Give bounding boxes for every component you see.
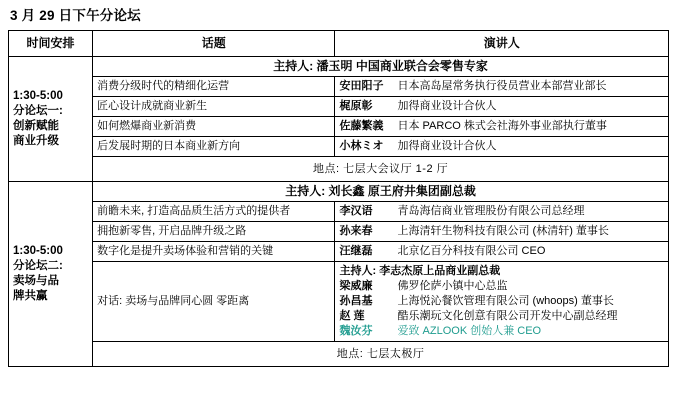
table-header	[9, 31, 669, 57]
time-line: 1:30-5:00	[13, 245, 63, 257]
time-line: 1:30-5:00	[13, 90, 63, 102]
table-row	[9, 182, 669, 202]
table-row	[9, 202, 669, 222]
agenda-table	[8, 30, 669, 367]
speaker-cell	[335, 137, 669, 157]
speaker-cell	[335, 97, 669, 117]
venue-cell-session-2: 地点: 七层太极厅	[93, 342, 669, 367]
table-row	[9, 342, 669, 367]
topic-cell: 消费分级时代的精细化运营	[93, 77, 335, 97]
page-title: 3 月 29 日下午分论坛	[10, 8, 141, 23]
table-row	[9, 57, 669, 77]
panelist-org: 原上品商业副总裁	[412, 265, 501, 277]
time-line: 分论坛二:	[13, 260, 63, 272]
topic-cell: 前瞻未来, 打造高品质生活方式的提供者	[93, 202, 335, 222]
topic-cell: 匠心设计成就商业新生	[93, 97, 335, 117]
topic-cell: 后发展时期的日本商业新方向	[93, 137, 335, 157]
panelist-row	[339, 309, 664, 324]
table-row	[9, 77, 669, 97]
time-line: 商业升级	[13, 135, 59, 147]
speaker-org: 上海清轩生物科技有限公司 (林清轩) 董事长	[397, 225, 609, 237]
column-header-topic: 话题	[93, 31, 335, 57]
dialog-topic-cell: 对话: 卖场与品牌同心圆 零距离	[93, 262, 335, 342]
time-line: 创新赋能	[13, 120, 59, 132]
speaker-org: 青岛海信商业管理股份有限公司总经理	[397, 205, 585, 217]
topic-cell: 拥抱新零售, 开启品牌升级之路	[93, 222, 335, 242]
speaker-cell	[335, 242, 669, 262]
table-row	[9, 137, 669, 157]
speaker-name: 安田阳子	[339, 80, 384, 92]
speaker-org: 北京亿百分科技有限公司 CEO	[397, 245, 546, 257]
venue-cell-session-1: 地点: 七层大会议厅 1-2 厅	[93, 157, 669, 182]
speaker-org: 日本 PARCO 株式会社海外事业部执行董事	[397, 120, 607, 132]
speaker-org: 日本高岛屋常务执行役员营业本部营业部长	[397, 80, 607, 92]
panelist-name: 赵 莲	[339, 310, 365, 322]
table-row	[9, 117, 669, 137]
table-header-row	[9, 31, 669, 57]
table-row	[9, 222, 669, 242]
table-row	[9, 262, 669, 342]
time-cell-session-1	[9, 57, 93, 182]
dialog-panelists-cell	[335, 262, 669, 342]
speaker-cell	[335, 222, 669, 242]
table-row	[9, 157, 669, 182]
speaker-cell	[335, 77, 669, 97]
panelist-org: 上海悦沁餐饮管理有限公司 (whoops) 董事长	[397, 295, 614, 307]
time-line: 牌共赢	[13, 290, 48, 302]
topic-cell: 数字化是提升卖场体验和营销的关键	[93, 242, 335, 262]
panelist-row	[339, 279, 664, 294]
time-cell-session-2	[9, 182, 93, 367]
speaker-name: 李汉语	[339, 205, 373, 217]
table-body	[9, 57, 669, 367]
panelist-org: 爱致 AZLOOK 创始人兼 CEO	[397, 325, 542, 337]
panelist-row-highlighted	[339, 324, 664, 339]
speaker-org: 加得商业设计合伙人	[397, 140, 497, 152]
speaker-name: 汪继磊	[339, 245, 373, 257]
speaker-cell	[335, 202, 669, 222]
session-host-2: 主持人: 刘长鑫 原王府井集团副总裁	[93, 182, 669, 202]
panelist-name: 孙昌基	[339, 295, 373, 307]
speaker-name: 梶原彰	[339, 100, 373, 112]
panelist-org: 酷乐潮玩文化创意有限公司开发中心副总经理	[397, 310, 618, 322]
table-row	[9, 97, 669, 117]
speaker-name: 小林ミオ	[339, 140, 384, 152]
column-header-time: 时间安排	[9, 31, 93, 57]
panelist-name: 魏汝芬	[339, 325, 373, 337]
topic-cell: 如何燃爆商业新消费	[93, 117, 335, 137]
speaker-name: 孙来春	[339, 225, 373, 237]
panelist-row	[339, 264, 664, 279]
panelist-org: 佛罗伦萨小镇中心总监	[397, 280, 508, 292]
table-row	[9, 242, 669, 262]
panelist-name: 梁威廉	[339, 280, 373, 292]
session-host-1: 主持人: 潘玉明 中国商业联合会零售专家	[93, 57, 669, 77]
speaker-cell	[335, 117, 669, 137]
column-header-speaker: 演讲人	[335, 31, 669, 57]
speaker-org: 加得商业设计合伙人	[397, 100, 497, 112]
time-line: 卖场与品	[13, 275, 59, 287]
speaker-name: 佐藤繁義	[339, 120, 384, 132]
panelist-row	[339, 294, 664, 309]
time-line: 分论坛一:	[13, 105, 63, 117]
panelist-name: 主持人: 李志杰	[339, 265, 413, 277]
